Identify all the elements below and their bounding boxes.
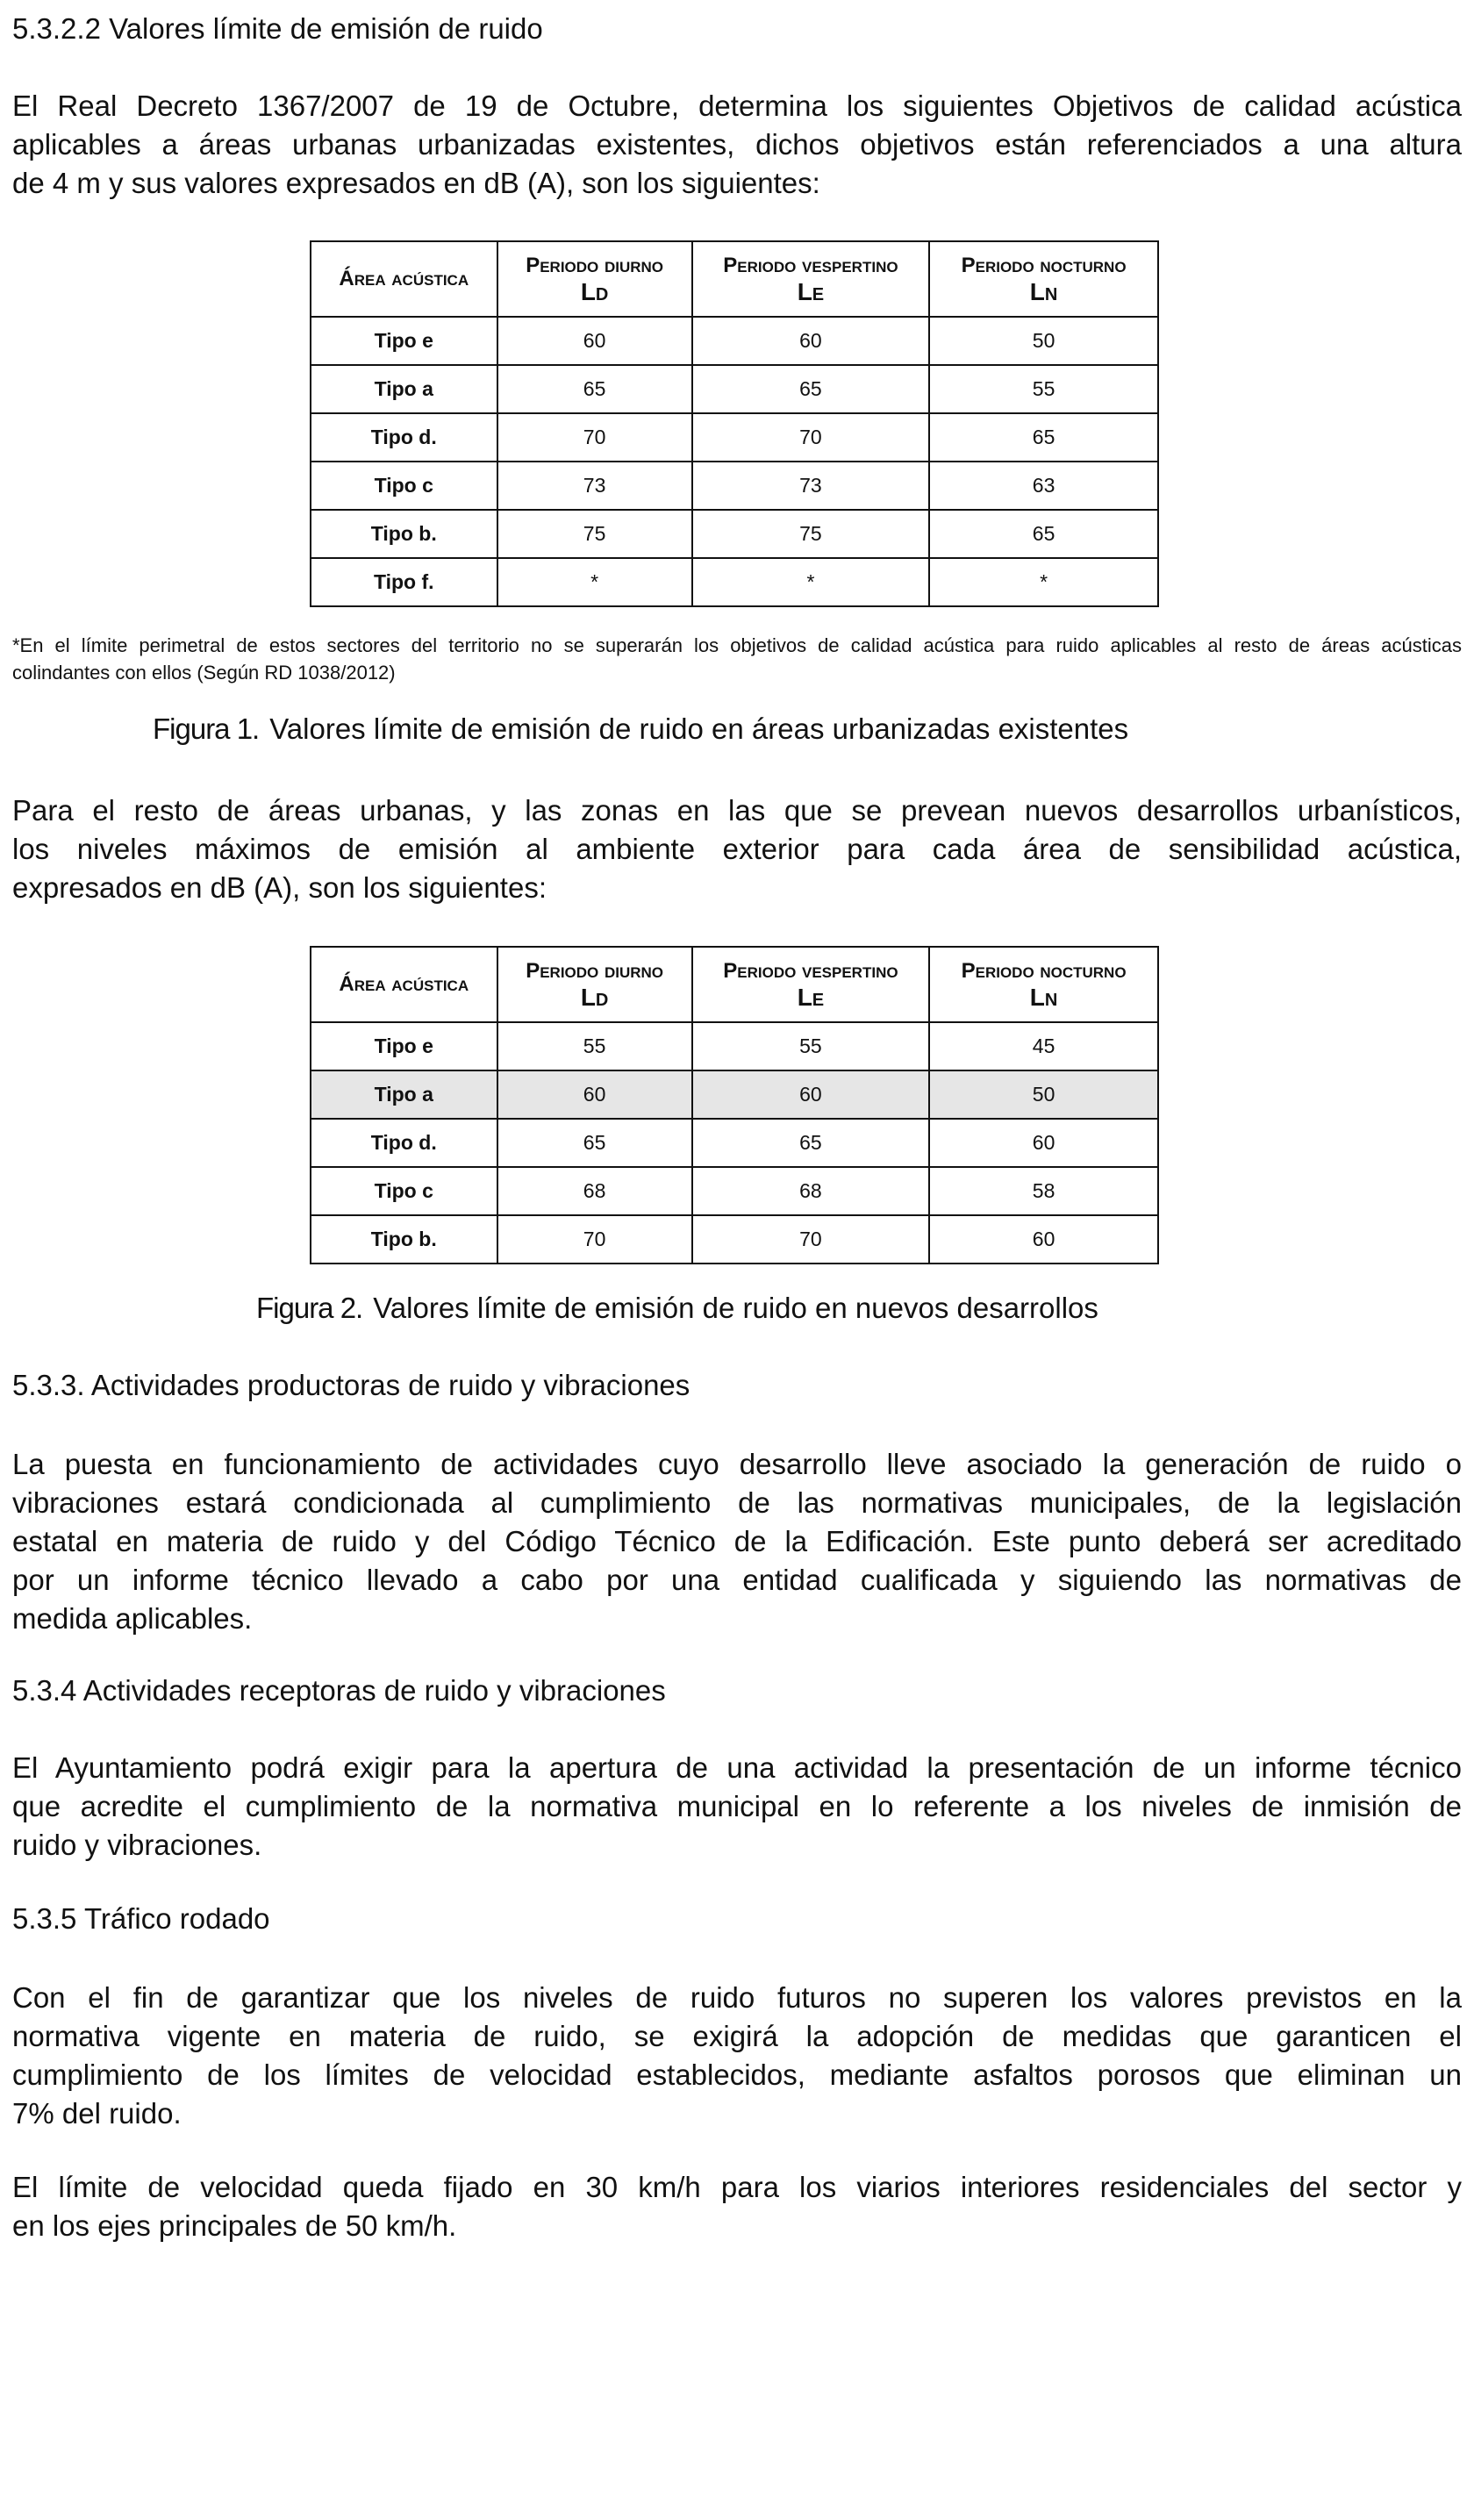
text-line: cumplimiento de los límites de velocidad establecidos, mediante asfaltos porosos que eliminan un	[12, 2058, 1462, 2091]
header-label: Periodo vespertino	[723, 959, 898, 983]
value-cell: 60	[497, 317, 692, 365]
table-row	[311, 462, 1158, 510]
value-cell: 60	[929, 1215, 1158, 1264]
area-type-cell: Tipo d.	[311, 1119, 497, 1167]
table-row	[311, 1215, 1158, 1264]
table-row	[311, 558, 1158, 606]
header-symbol: Ld	[580, 278, 609, 305]
value-cell: *	[692, 558, 929, 606]
text-line: 7% del ruido.	[12, 2097, 182, 2130]
table-row	[311, 1070, 1158, 1119]
text-line: expresados en dB (A), son los siguientes:	[12, 871, 547, 904]
value-cell: 60	[497, 1070, 692, 1119]
value-cell: 75	[692, 510, 929, 558]
area-type-cell: Tipo a	[311, 365, 497, 413]
text-line: *En el límite perimetral de estos sectores del territorio no se superarán los objetivos de calidad acústica para ruido aplicables al resto de áreas acústicas	[12, 634, 1462, 656]
paragraph-productoras	[12, 1445, 1462, 1638]
value-cell: 45	[929, 1022, 1158, 1070]
table-row	[311, 510, 1158, 558]
paragraph-velocidad	[12, 2168, 1462, 2245]
column-header-diurno	[497, 947, 692, 1022]
text-line: aplicables a áreas urbanas urbanizadas existentes, dichos objetivos están referenciados a una altura	[12, 128, 1462, 161]
table-row	[311, 365, 1158, 413]
text-line: de 4 m y sus valores expresados en dB (A), son los siguientes:	[12, 167, 820, 199]
area-type-cell: Tipo e	[311, 317, 497, 365]
value-cell: 65	[692, 365, 929, 413]
value-cell: 55	[497, 1022, 692, 1070]
value-cell: 65	[692, 1119, 929, 1167]
area-type-cell: Tipo b.	[311, 510, 497, 558]
value-cell: 75	[497, 510, 692, 558]
text-line: Para el resto de áreas urbanas, y las zonas en las que se prevean nuevos desarrollos urbanísticos,	[12, 794, 1462, 827]
text-line: que acredite el cumplimiento de la normativa municipal en lo referente a los niveles de inmisión de	[12, 1790, 1462, 1822]
text-line: El límite de velocidad queda fijado en 30 km/h para los viarios interiores residenciales del sector y	[12, 2171, 1462, 2203]
value-cell: 55	[929, 365, 1158, 413]
area-type-cell: Tipo b.	[311, 1215, 497, 1264]
value-cell: 65	[497, 1119, 692, 1167]
value-cell: 68	[692, 1167, 929, 1215]
figure-1-caption	[153, 712, 1128, 746]
table-row	[311, 1119, 1158, 1167]
header-symbol: Ln	[1029, 278, 1058, 305]
area-type-cell: Tipo c	[311, 1167, 497, 1215]
column-header-area	[311, 947, 497, 1022]
header-symbol: Le	[797, 278, 825, 305]
header-label: Periodo nocturno	[961, 959, 1127, 983]
value-cell: 65	[929, 413, 1158, 462]
value-cell: *	[929, 558, 1158, 606]
paragraph-trafico	[12, 1979, 1462, 2133]
text-line: ruido y vibraciones.	[12, 1829, 262, 1861]
table-row	[311, 1167, 1158, 1215]
value-cell: 50	[929, 317, 1158, 365]
value-cell: 70	[692, 413, 929, 462]
value-cell: 60	[929, 1119, 1158, 1167]
table-header-row	[311, 241, 1158, 317]
figure-label: Figura 2.	[256, 1292, 363, 1324]
paragraph-intro	[12, 87, 1462, 203]
figure-2-caption	[256, 1292, 1098, 1325]
text-line: colindantes con ellos (Según RD 1038/2012)	[12, 662, 396, 684]
text-line: Con el fin de garantizar que los niveles de ruido futuros no superen los valores previstos en la	[12, 1981, 1462, 2014]
value-cell: 65	[929, 510, 1158, 558]
area-type-cell: Tipo e	[311, 1022, 497, 1070]
column-header-vespertino	[692, 947, 929, 1022]
header-symbol: Le	[797, 984, 825, 1011]
value-cell: 70	[497, 413, 692, 462]
column-header-nocturno	[929, 241, 1158, 317]
section-heading-5-3-3: 5.3.3. Actividades productoras de ruido y vibraciones	[12, 1369, 690, 1401]
header-label: Periodo diurno	[526, 254, 663, 277]
value-cell: 65	[497, 365, 692, 413]
text-line: normativa vigente en materia de ruido, se exigirá la adopción de medidas que garanticen el	[12, 2020, 1462, 2052]
text-line: los niveles máximos de emisión al ambiente exterior para cada área de sensibilidad acústica,	[12, 833, 1462, 865]
figure-label: Figura 1.	[153, 712, 260, 745]
column-header-area	[311, 241, 497, 317]
caption-text: Valores límite de emisión de ruido en nuevos desarrollos	[373, 1292, 1098, 1324]
value-cell: 63	[929, 462, 1158, 510]
column-header-vespertino	[692, 241, 929, 317]
area-type-cell: Tipo c	[311, 462, 497, 510]
text-line: El Ayuntamiento podrá exigir para la apertura de una actividad la presentación de un informe técnico	[12, 1751, 1462, 1784]
header-symbol: Ld	[580, 984, 609, 1011]
section-heading-5-3-2-2: 5.3.2.2 Valores límite de emisión de ruido	[12, 12, 543, 45]
text-line: El Real Decreto 1367/2007 de 19 de Octubre, determina los siguientes Objetivos de calidad acústica	[12, 89, 1462, 122]
column-header-nocturno	[929, 947, 1158, 1022]
paragraph-receptoras	[12, 1749, 1462, 1865]
text-line: estatal en materia de ruido y del Código Técnico de la Edificación. Este punto deberá ser acreditado	[12, 1525, 1462, 1557]
table-new-developments	[310, 946, 1159, 1264]
table-row	[311, 413, 1158, 462]
text-line: medida aplicables.	[12, 1602, 253, 1635]
header-label: Área acústica	[339, 267, 469, 290]
table-existing-areas	[310, 240, 1159, 607]
header-label: Periodo vespertino	[723, 254, 898, 277]
header-label: Periodo nocturno	[961, 254, 1127, 277]
paragraph-new-developments	[12, 791, 1462, 907]
table-row	[311, 1022, 1158, 1070]
text-line: vibraciones estará condicionada al cumplimiento de las normativas municipales, de la legislación	[12, 1486, 1462, 1519]
caption-text: Valores límite de emisión de ruido en áreas urbanizadas existentes	[269, 712, 1129, 745]
value-cell: 55	[692, 1022, 929, 1070]
header-label: Periodo diurno	[526, 959, 663, 983]
header-symbol: Ln	[1029, 984, 1058, 1011]
section-heading-5-3-4: 5.3.4 Actividades receptoras de ruido y vibraciones	[12, 1674, 666, 1707]
value-cell: *	[497, 558, 692, 606]
text-line: La puesta en funcionamiento de actividades cuyo desarrollo lleve asociado la generación de ruido o	[12, 1448, 1462, 1480]
value-cell: 73	[692, 462, 929, 510]
area-type-cell: Tipo d.	[311, 413, 497, 462]
value-cell: 73	[497, 462, 692, 510]
table-header-row	[311, 947, 1158, 1022]
value-cell: 60	[692, 1070, 929, 1119]
column-header-diurno	[497, 241, 692, 317]
value-cell: 58	[929, 1167, 1158, 1215]
text-line: por un informe técnico llevado a cabo por una entidad cualificada y siguiendo las normativas de	[12, 1564, 1462, 1596]
area-type-cell: Tipo f.	[311, 558, 497, 606]
header-label: Área acústica	[339, 972, 469, 996]
table-row	[311, 317, 1158, 365]
value-cell: 50	[929, 1070, 1158, 1119]
value-cell: 70	[692, 1215, 929, 1264]
value-cell: 68	[497, 1167, 692, 1215]
value-cell: 60	[692, 317, 929, 365]
text-line: en los ejes principales de 50 km/h.	[12, 2209, 457, 2242]
value-cell: 70	[497, 1215, 692, 1264]
table-footnote	[12, 632, 1462, 686]
area-type-cell: Tipo a	[311, 1070, 497, 1119]
section-heading-5-3-5: 5.3.5 Tráfico rodado	[12, 1902, 270, 1935]
